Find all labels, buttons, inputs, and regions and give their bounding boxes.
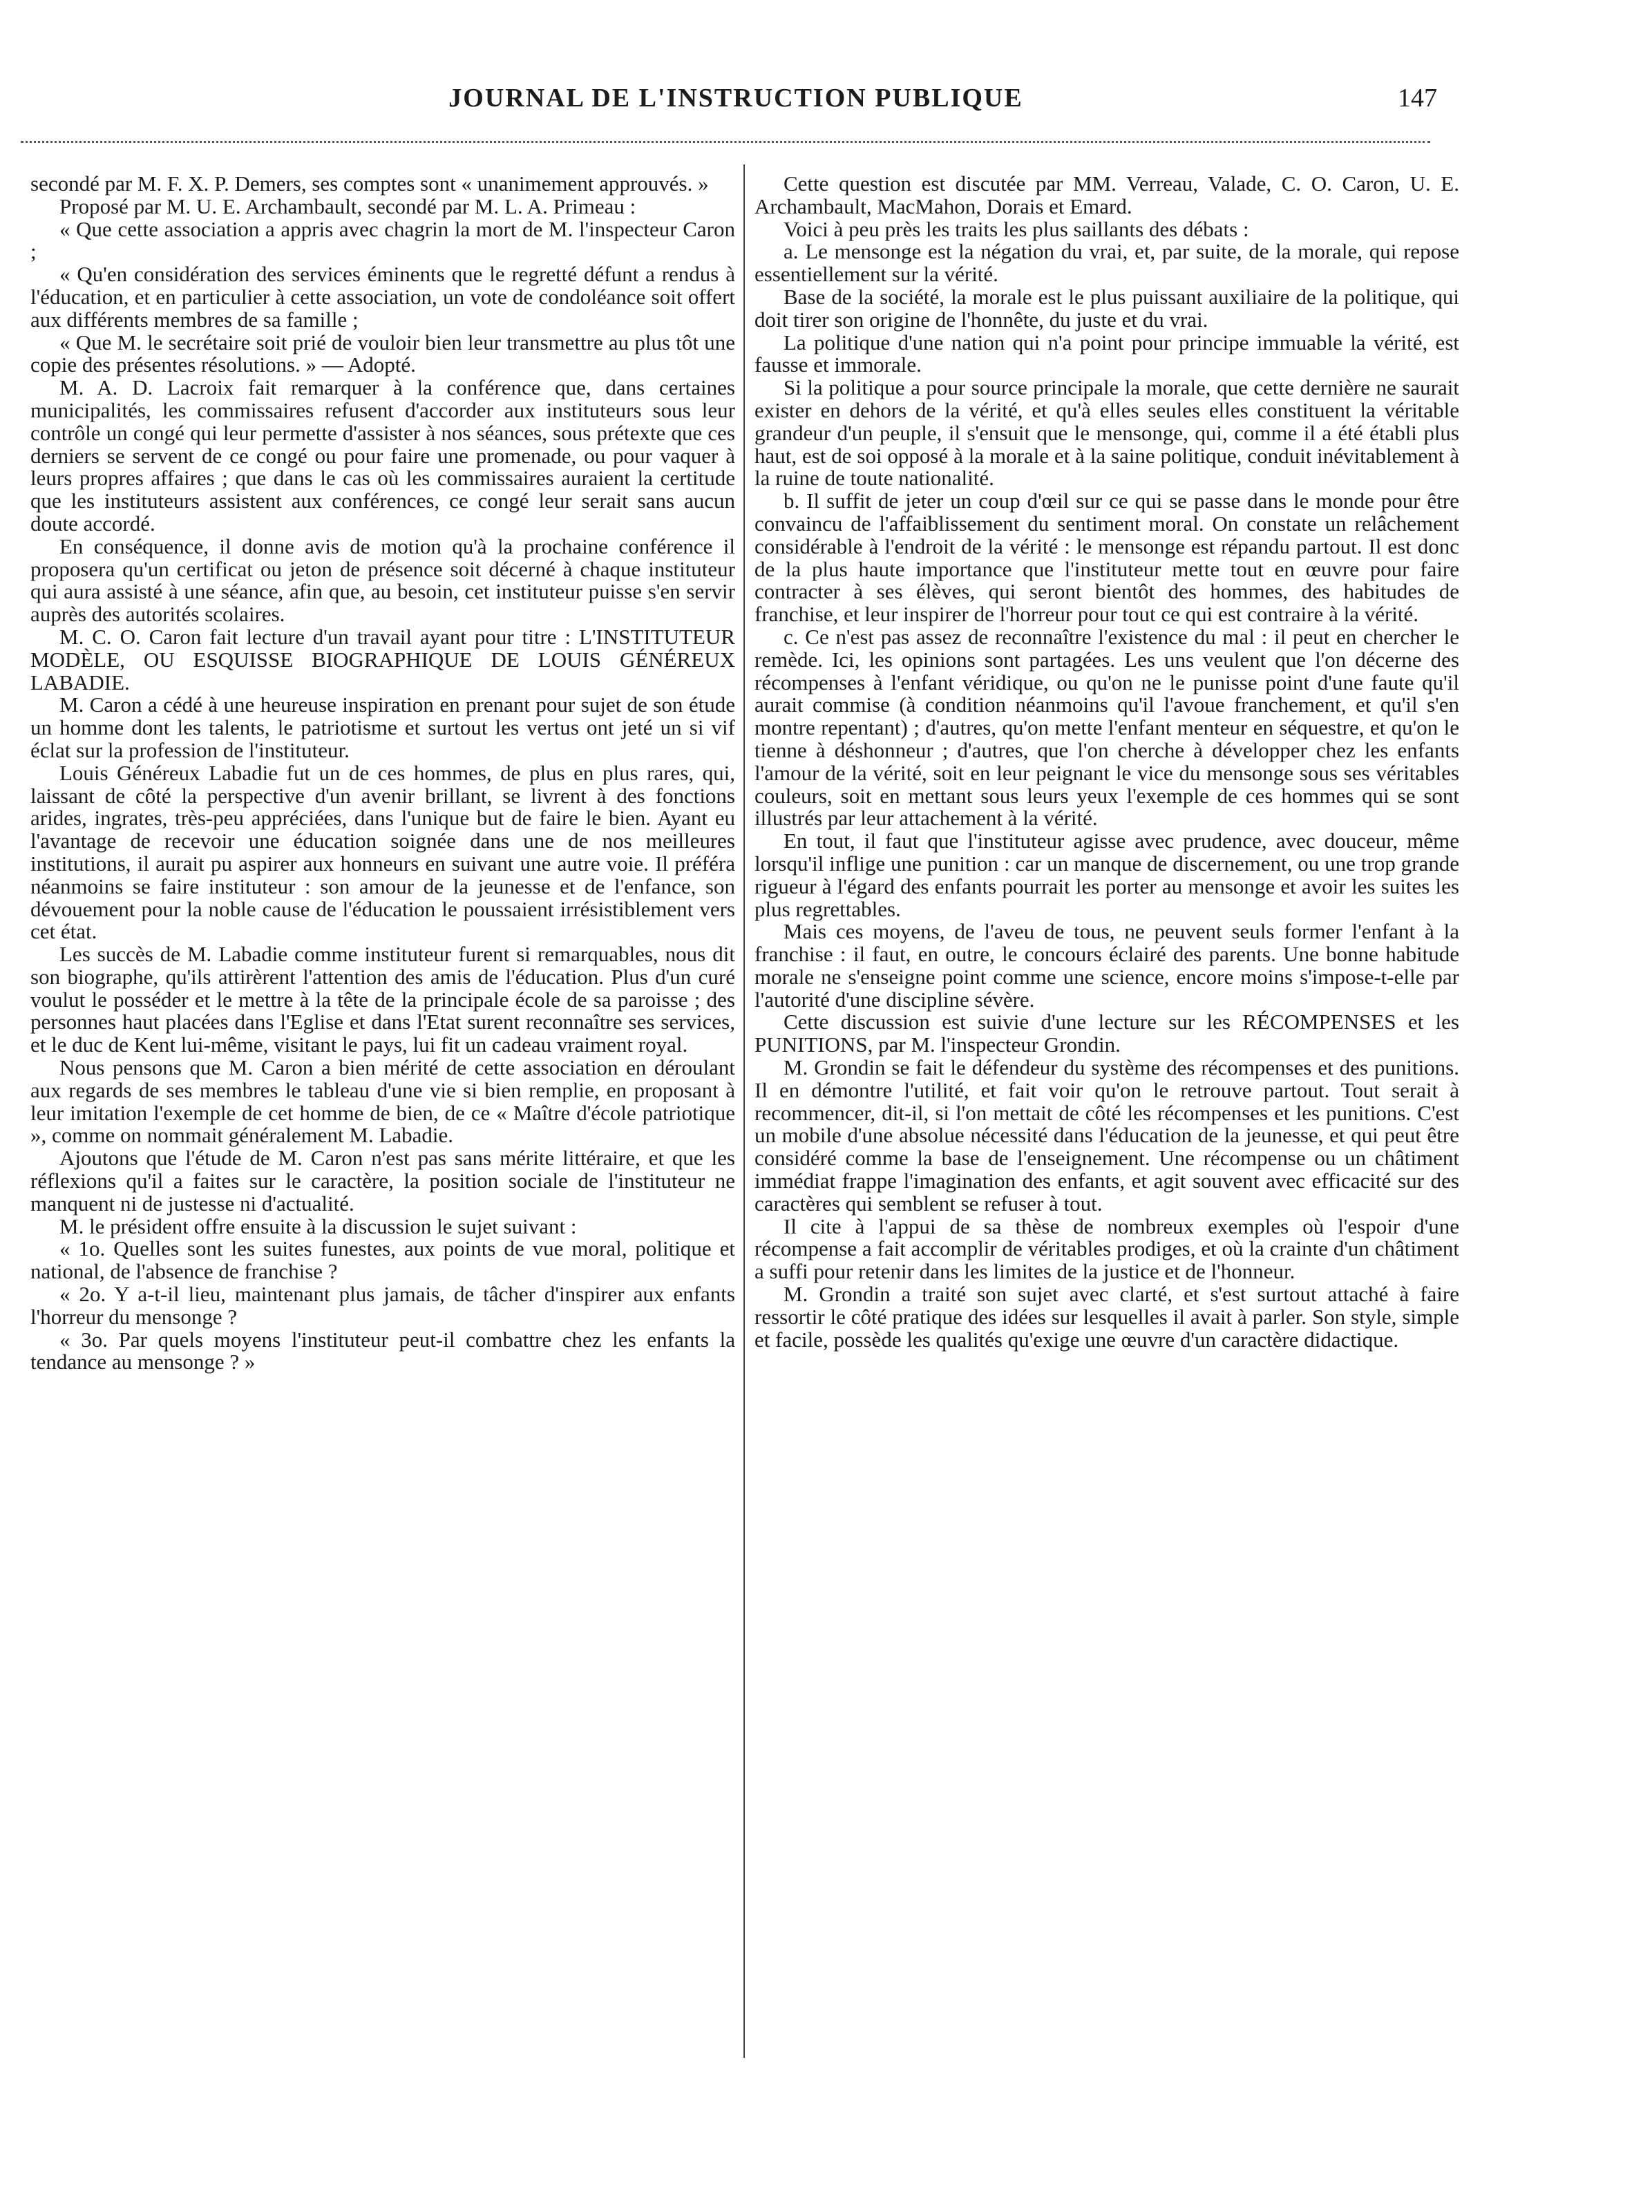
paragraph: En conséquence, il donne avis de motion qu'à la prochaine conférence il proposera qu'un certificat ou jeton de présence soit décerné à chaque instituteur qui aura assisté à une séance, afin que, au besoin, cet instituteur puisse s'en servir auprès des autorités scolaires. <box>30 533 735 627</box>
header-rule <box>21 141 1430 143</box>
paragraph: M. C. O. Caron fait lecture d'un travail ayant pour titre : L'INSTITUTEUR MODÈLE, OU ESQUISSE BIOGRAPHIQUE DE LOUIS GÉNÉREUX LABADIE. <box>30 624 735 694</box>
paragraph: M. Grondin se fait le défendeur du système des récompenses et des punitions. Il en démontre l'utilité, et fait voir qu'on le retrouve partout. Tout serait à recommencer, dit-il, si l'on mettait de côté les récompenses et les punitions. C'est un mobile d'une absolue nécessité dans l'éducation de la jeunesse, et qui peut être considéré comme la base de l'enseignement. Une récompense ou un châtiment immédiat frappe l'imagination des enfants, et agit souvent avec efficacité sur des caractères qui semblent se refuser à tout. <box>754 1055 1459 1216</box>
paragraph: Mais ces moyens, de l'aveu de tous, ne peuvent seuls former l'enfant à la franchise : il faut, en outre, le concours éclairé des parents. Une bonne habitude morale ne s'enseigne point comme une science, encore moins s'impose-t-elle par l'autorité d'une discipline sévère. <box>754 919 1459 1012</box>
page-number: 147 <box>1398 84 1437 113</box>
paragraph: a. Le mensonge est la négation du vrai, et, par suite, de la morale, qui repose essentiellement sur la vérité. <box>754 239 1459 287</box>
paragraph: M. Caron a cédé à une heureuse inspiration en prenant pour sujet de son étude un homme dont les talents, le patriotisme et surtout les vertus ont jeté un si vif éclat sur la profession de l'instituteur. <box>30 692 735 762</box>
paragraph: « Que cette association a appris avec chagrin la mort de M. l'inspecteur Caron ; <box>30 216 735 264</box>
paragraph: M. Grondin a traité son sujet avec clarté, et s'est surtout attaché à faire ressortir le côté pratique des idées sur lesquelles il avait à parler. Son style, simple et facile, possède les qualités qu'exige une œuvre d'un caractère didactique. <box>754 1282 1459 1352</box>
paragraph: « Que M. le secrétaire soit prié de vouloir bien leur transmettre au plus tôt une copie des présentes résolutions. » — Adopté. <box>30 330 735 377</box>
paragraph: Louis Généreux Labadie fut un de ces hommes, de plus en plus rares, qui, laissant de côté la perspective d'un avenir brillant, se livrent à des fonctions arides, ingrates, très-peu appréciées, dans l'unique but de faire le bien. Ayant eu l'avantage de recevoir une éducation soignée dans une de nos meilleures institutions, il aurait pu aspirer aux honneurs en suivant une autre voie. Il préféra néanmoins se faire instituteur : son amour de la jeunesse et de l'enfance, son dévouement pour la noble cause de l'éducation le poussaient irrésistiblement vers cet état. <box>30 760 735 944</box>
page-header <box>41 83 1437 122</box>
paragraph: Il cite à l'appui de sa thèse de nombreux exemples où l'espoir d'une récompense a fait accomplir de véritables prodiges, et où la crainte d'un châtiment a suffi pour retenir dans les limites de la justice et de l'honneur. <box>754 1213 1459 1284</box>
paragraph: « 1o. Quelles sont les suites funestes, aux points de vue moral, politique et national, de l'absence de franchise ? <box>30 1236 735 1284</box>
paragraph: b. Il suffit de jeter un coup d'œil sur ce qui se passe dans le monde pour être convaincu de l'affaiblissement du sentiment moral. On constate un relâchement considérable à l'endroit de la vérité : le mensonge est répandu partout. Il est donc de la plus haute importance que l'instituteur mette tout en œuvre pour faire contracter à ses élèves, qui seront bientôt des hommes, des habitudes de franchise, et leur inspirer de l'horreur pour tout ce qui est contraire à la vérité. <box>754 489 1459 627</box>
paragraph: « Qu'en considération des services éminents que le regretté défunt a rendus à l'éducation, et en particulier à cette association, un vote de condoléance soit offert aux différents membres de sa famille ; <box>30 262 735 332</box>
paragraph: Cette question est discutée par MM. Verreau, Valade, C. O. Caron, U. E. Archambault, MacMahon, Dorais et Emard. <box>754 171 1459 218</box>
right-column <box>754 173 1459 1351</box>
paragraph: c. Ce n'est pas assez de reconnaître l'existence du mal : il peut en chercher le remède. Ici, les opinions sont partagées. Les uns veulent que l'on décerne des récompenses à l'enfant véridique, ou qu'on ne le punisse point d'une faute qu'il aurait commise (à condition néanmoins qu'il l'avoue franchement, et qu'il s'en montre repentant) ; d'autres, qu'on mette l'enfant menteur en séquestre, et qu'on le tienne à déshonneur ; d'autres, que l'on cherche à développer chez les enfants l'amour de la vérité, soit en leur peignant le vice du mensonge sous ses véritables couleurs, soit en mettant sous leurs yeux l'exemple de ces hommes qui se sont illustrés par leur attachement à la vérité. <box>754 624 1459 831</box>
column-divider <box>743 164 745 2058</box>
paragraph: En tout, il faut que l'instituteur agisse avec prudence, avec douceur, même lorsqu'il inflige une punition : car un manque de discernement, ou une trop grande rigueur à l'égard des enfants pourrait les porter au mensonge et avoir les suites les plus regrettables. <box>754 829 1459 921</box>
paragraph: La politique d'une nation qui n'a point pour principe immuable la vérité, est fausse et immorale. <box>754 330 1459 377</box>
left-column <box>30 173 735 1374</box>
paragraph: M. le président offre ensuite à la discussion le sujet suivant : <box>59 1213 577 1238</box>
paragraph: Voici à peu près les traits les plus saillants des débats : <box>784 216 1249 241</box>
paragraph: Proposé par M. U. E. Archambault, secondé par M. L. A. Primeau : <box>59 193 636 218</box>
paragraph: « 2o. Y a-t-il lieu, maintenant plus jamais, de tâcher d'inspirer aux enfants l'horreur du mensonge ? <box>30 1282 735 1329</box>
journal-title: JOURNAL DE L'INSTRUCTION PUBLIQUE <box>448 84 1023 113</box>
paragraph: « 3o. Par quels moyens l'instituteur peut-il combattre chez les enfants la tendance au mensonge ? » <box>30 1327 735 1374</box>
paragraph: Base de la société, la morale est le plus puissant auxiliaire de la politique, qui doit tirer son origine de l'honnête, du juste et du vrai. <box>754 284 1459 332</box>
paragraph: Ajoutons que l'étude de M. Caron n'est pas sans mérite littéraire, et que les réflexions qu'il a faites sur le caractère, la position sociale de l'instituteur ne manquent ni de justesse ni d'actualité. <box>30 1146 735 1216</box>
paragraph: Nous pensons que M. Caron a bien mérité de cette association en déroulant aux regards de ses membres le tableau d'une vie si bien remplie, en proposant à leur imitation l'exemple de cet homme de bien, de ce « Maître d'école patriotique », comme on nommait généralement M. Labadie. <box>30 1055 735 1148</box>
paragraph: secondé par M. F. X. P. Demers, ses comptes sont « unanimement approuvés. » <box>30 171 709 196</box>
paragraph: Cette discussion est suivie d'une lecture sur les RÉCOMPENSES et les PUNITIONS, par M. l'inspecteur Grondin. <box>754 1010 1459 1057</box>
paragraph: M. A. D. Lacroix fait remarquer à la conférence que, dans certaines municipalités, les commissaires refusent d'accorder aux instituteurs sous leur contrôle un congé qui leur permette d'assister à nos séances, sous prétexte que ces derniers se servent de ce congé ou pour faire une promenade, ou pour vaquer à leurs propres affaires ; que dans le cas où les commissaires auraient la certitude que les instituteurs assistent aux conférences, ce congé leur serait sans aucun doute accordé. <box>30 375 735 536</box>
paragraph: Si la politique a pour source principale la morale, que cette dernière ne saurait exister en dehors de la vérité, et qu'à elles seules elles constituent la véritable grandeur d'un peuple, il s'ensuit que le mensonge, qui, comme il a été établi plus haut, est de soi opposé à la morale et à la saine politique, conduit inévitablement à la ruine de toute nationalité. <box>754 375 1459 491</box>
paragraph: Les succès de M. Labadie comme instituteur furent si remarquables, nous dit son biographe, qu'ils attirèrent l'attention des amis de l'éducation. Plus d'un curé voulut le posséder et le mettre à la tête de la principale école de sa paroisse ; des personnes haut placées dans l'Eglise et dans l'Etat surent reconnaître ses services, et le duc de Kent lui-même, visitant le pays, lui fit un cadeau vraiment royal. <box>30 942 735 1057</box>
